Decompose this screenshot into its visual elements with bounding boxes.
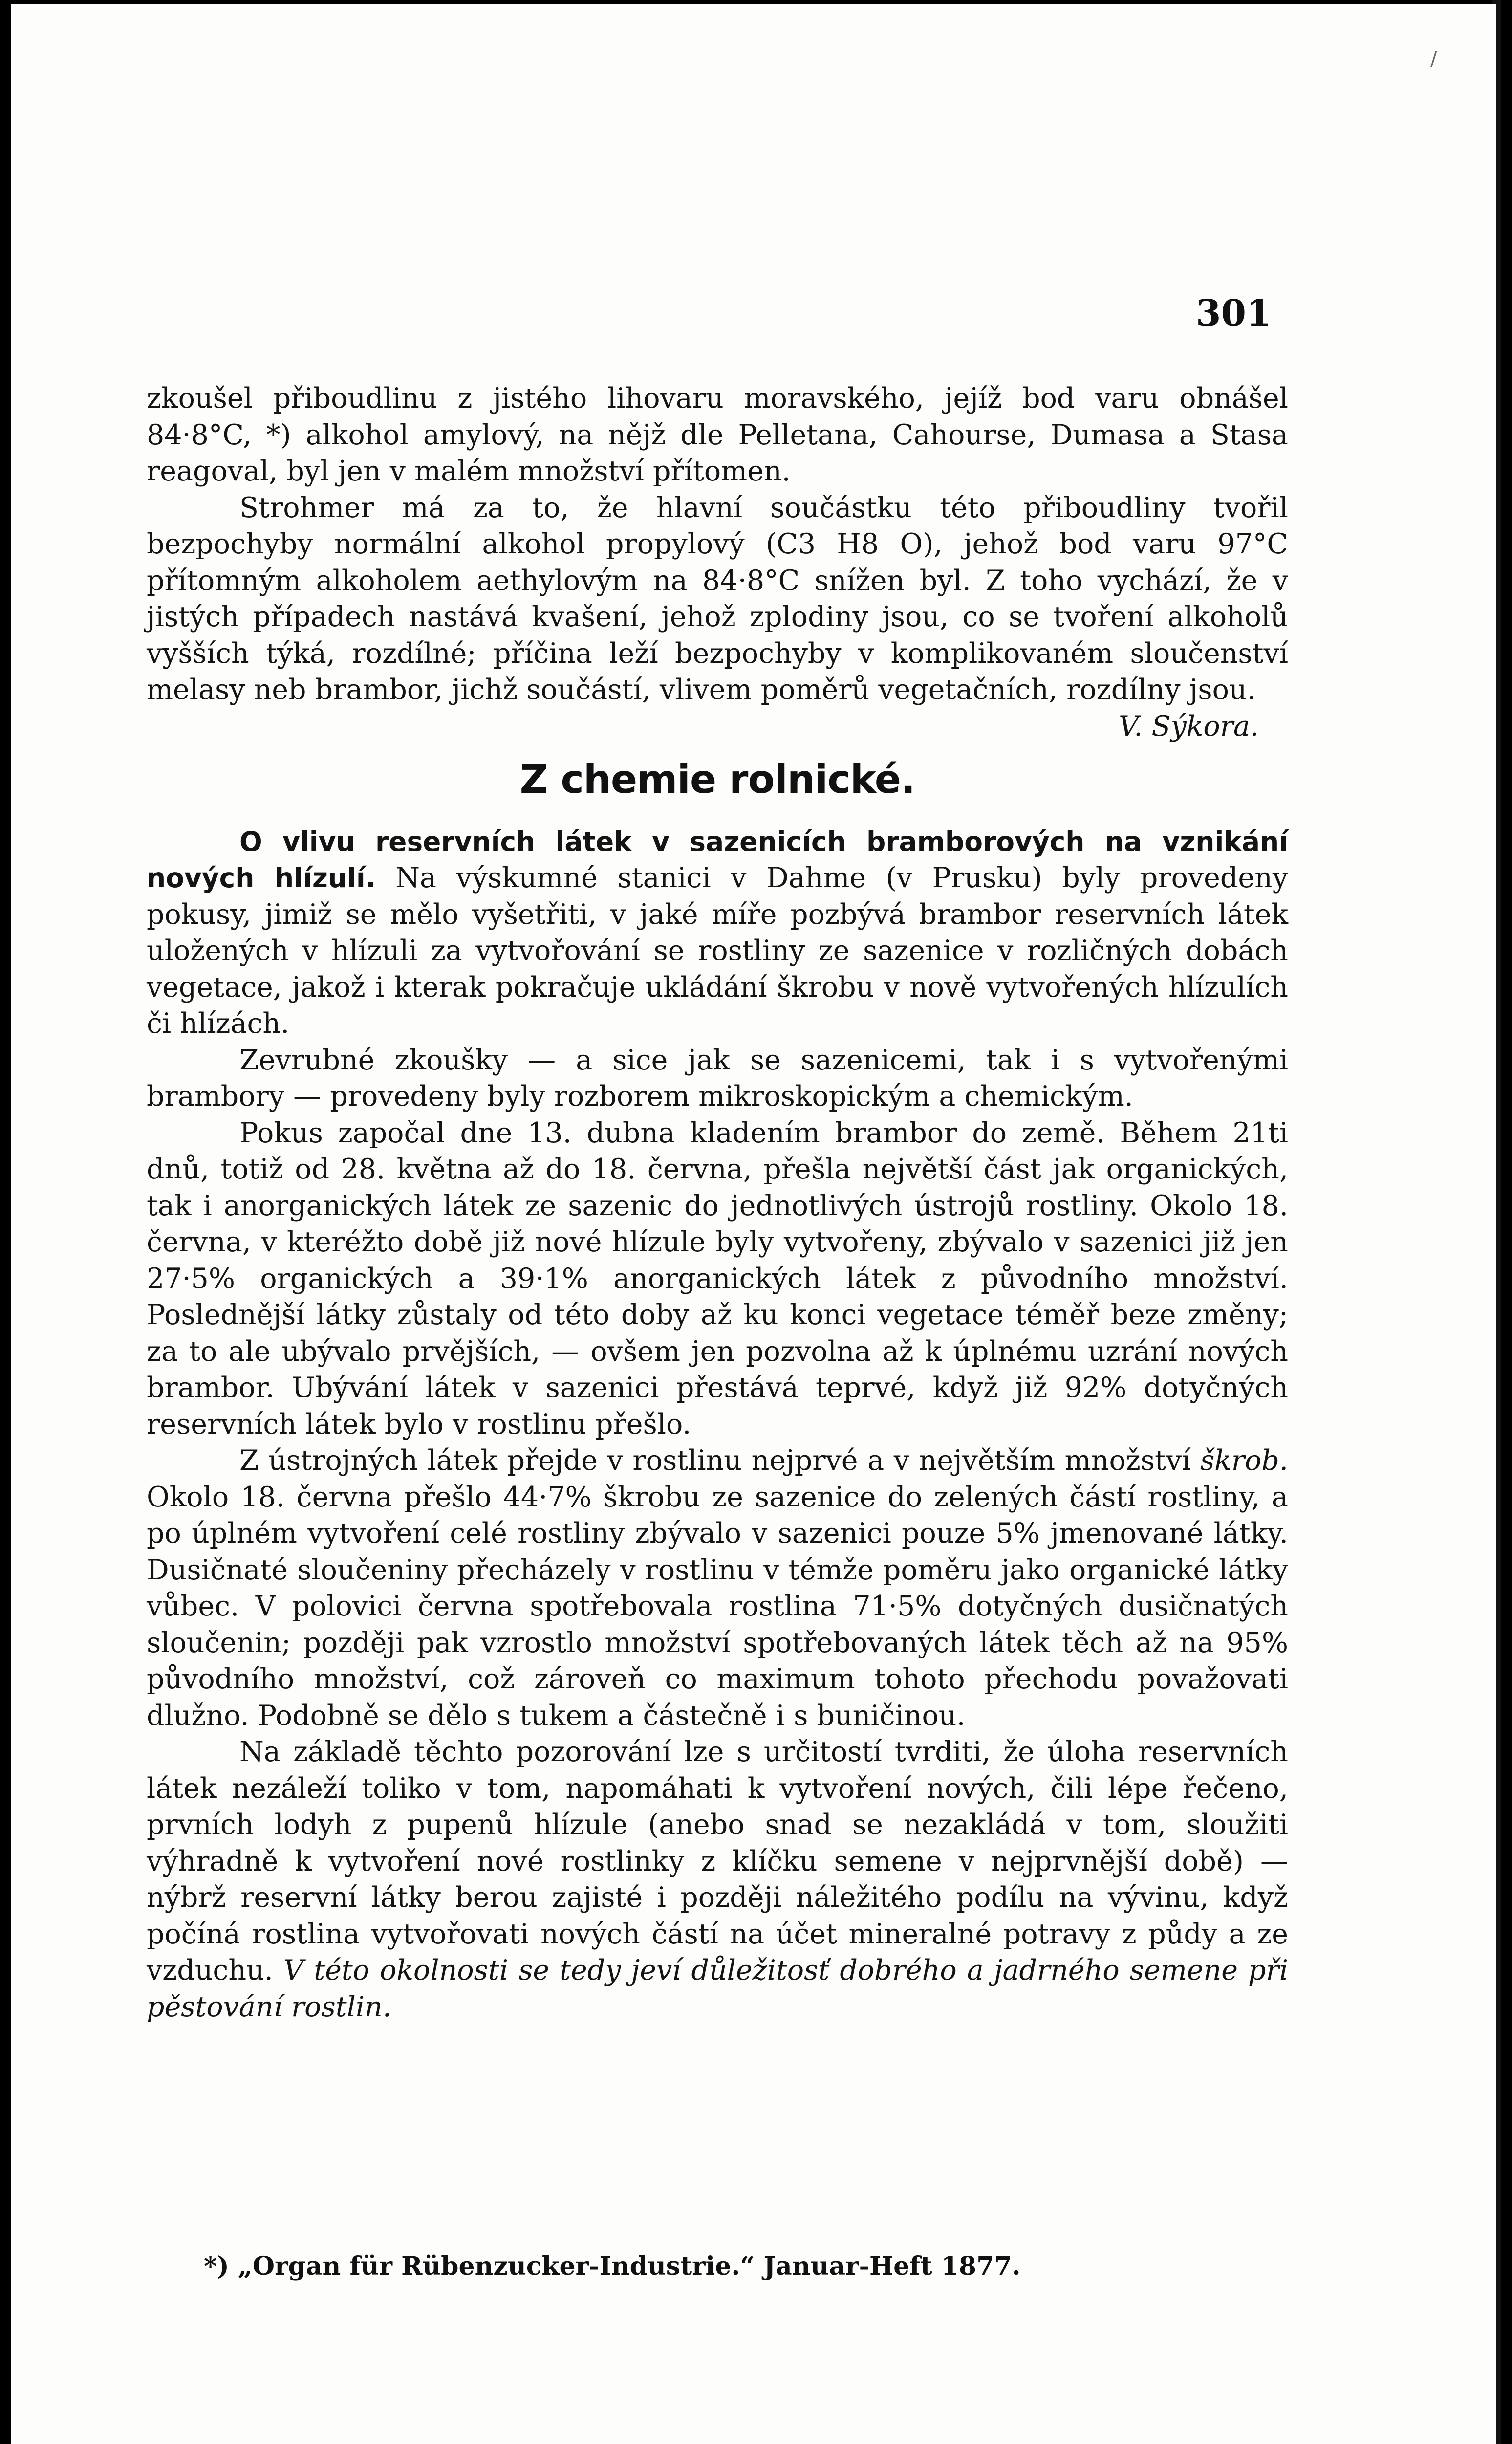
author-signature: V. Sýkora. — [1119, 710, 1259, 742]
section-paragraph-4 — [147, 1442, 1288, 1734]
book-page — [11, 4, 1496, 2444]
intro-paragraph-2-text: Strohmer má za to, že hlavní součástku této přiboudliny tvořil bezpochyby normální alkohol propylový (C3 H8 O), jehož bod varu 97°C přítomným alkoholem aethylovým na 84·8°C snížen byl. Z toho vychází, že v jistých případech nastává kvašení, jehož zplodiny jsou, co se tvoření alkoholů vyšších týká, rozdílné; příčina leží bezpochyby v komplikovaném sloučenství melasy neb brambor, jichž součástí, vlivem poměrů vegetačních, rozdílny jsou. — [147, 491, 1288, 706]
section-paragraph-4-rest: Okolo 18. června přešlo 44·7% škrobu ze sazenice do zelených částí rostliny, a po úplném vytvoření celé rostliny zbývalo v sazenici pouze 5% jmenované látky. Dusičnaté sloučeniny přecházely v rostlinu v témže poměru jako organické látky vůbec. V polovici června spotřebovala rostlina 71·5% dotyčných dusičnatých sloučenin; později pak vzrostlo množství spotřebovaných látek těch až na 95% původního množství, což zároveň co maximum tohoto přechodu považovati dlužno. Podobně se dělo s tukem a částečně i s buničinou. — [147, 1481, 1288, 1732]
page-body — [147, 380, 1288, 2025]
starch-term: škrob. — [1200, 1444, 1289, 1477]
section-paragraph-5 — [147, 1734, 1288, 2025]
conclusion-emphasis: V této okolnosti se tedy jeví důležitosť dobrého a jadrného semene při pěstování rostlin. — [147, 1954, 1289, 2023]
intro-paragraph-2 — [147, 490, 1288, 742]
footnote: *) „Organ für Rübenzucker-Industrie.“ Januar-Heft 1877. — [204, 2251, 1021, 2281]
section-paragraph-4-start: Z ústrojných látek přejde v rostlinu nejprvé a v největším množství — [239, 1444, 1191, 1477]
section-paragraph-2: Zevrubné zkoušky — a sice jak se sazenicemi, tak i s vytvořenými brambory — provedeny byly rozborem mikroskopickým a chemickým. — [147, 1044, 1288, 1113]
section-paragraph-3: Pokus započal dne 13. dubna kladením brambor do země. Během 21ti dnů, totiž od 28. května až do 18. června, přešla největší část jak organických, tak i anorganických látek ze sazenic do jednotlivých ústrojů rostliny. Okolo 18. června, v kteréžto době již nové hlízule byly vytvořeny, zbývalo v sazenici již jen 27·5% organických a 39·1% anorganických látek z původního množství. Poslednější látky zůstaly od této doby až ku konci vegetace téměř beze změny; za to ale ubývalo prvějších, — ovšem jen pozvolna až k úplnému uzrání nových brambor. Ubývání látek v sazenici přestává teprvé, když již 92% dotyčných reservních látek bylo v rostlinu přešlo. — [147, 1116, 1288, 1440]
section-paragraph-5-text: Na základě těchto pozorování lze s určitostí tvrditi, že úloha reservních látek nezáleží toliko v tom, napomáhati k vytvoření nových, čili lépe řečeno, prvních lodyh z pupenů hlízule (anebo snad se nezakládá v tom, sloužiti výhradně k vytvoření nové rostlinky z klíčku semene v nejprvnější době) — nýbrž reservní látky berou zajisté i později náležitého podílu na vývinu, když počíná rostlina vytvořovati nových částí na účet mineralné potravy z půdy a ze vzduchu. — [147, 1736, 1288, 1986]
section-paragraph-1 — [147, 824, 1288, 1042]
article-lead-title: O vlivu reservních látek v sazenicích bramborových na vznikání nových hlízulí. — [147, 826, 1288, 894]
page-number: 301 — [1196, 292, 1272, 334]
section-paragraph-1-text: Na výskumné stanici v Dahme (v Prusku) byly provedeny pokusy, jimiž se mělo vyšetřiti, v jaké míře pozbývá brambor reservních látek uložených v hlízuli za vytvořování se rostliny ze sazenice v rozličných dobách vegetace, jakož i kterak pokračuje ukládání škrobu v nově vytvořených hlízulích či hlízách. — [147, 862, 1288, 1040]
scan-mark: / — [1430, 48, 1437, 70]
intro-paragraph-1: zkoušel přiboudlinu z jistého lihovaru moravského, jejíž bod varu obnášel 84·8°C, *) alkohol amylový, na nějž dle Pelletana, Cahourse, Dumasa a Stasa reagoval, byl jen v malém množství přítomen. — [147, 382, 1288, 487]
section-title: Z chemie rolnické. — [519, 756, 915, 802]
